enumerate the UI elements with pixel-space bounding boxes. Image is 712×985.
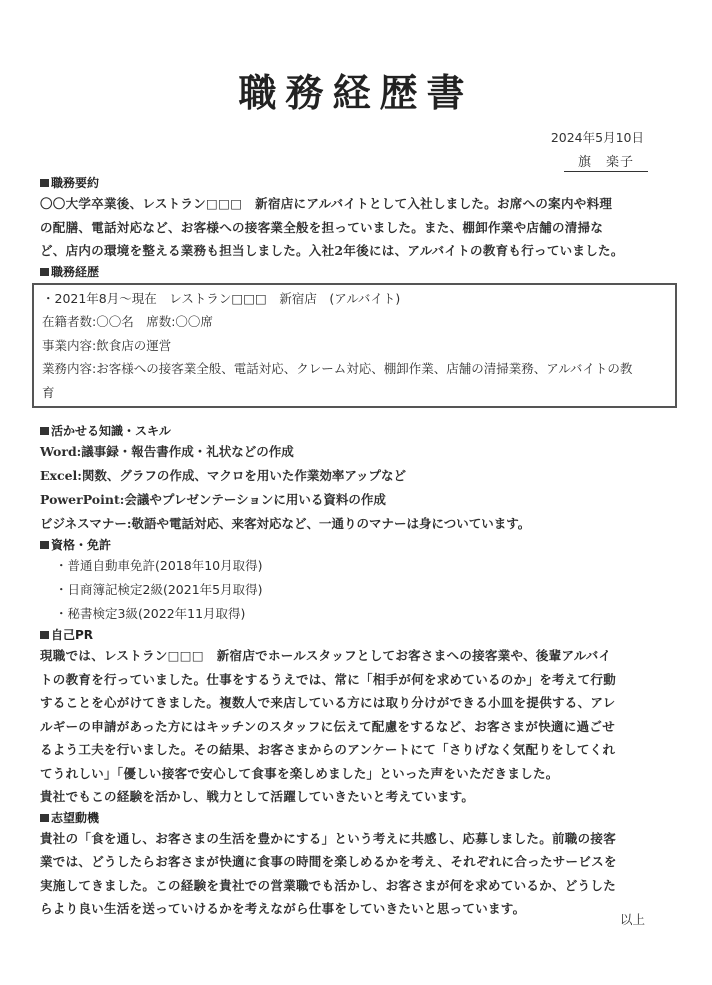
skill-item: ビジネスマナー:敬語や電話対応、来客対応など、一通りのマナーは身についています。 (40, 516, 531, 531)
qualification-item: ・秘書検定3級(2022年11月取得) (55, 606, 246, 621)
career-business: 事業内容:飲食店の運営 (42, 337, 172, 353)
document-body (40, 174, 675, 921)
square-bullet-icon (40, 631, 49, 639)
section-heading-self-pr (40, 626, 675, 644)
square-bullet-icon (40, 427, 49, 435)
skill-item: Word:議事録・報告書作成・礼状などの作成 (40, 444, 294, 459)
motivation-line: 貴社の「食を通し、お客さまの生活を豊かにする」という考えに共感し、応募しました。前職の接客 (40, 830, 617, 846)
page-title: 職務経歴書 (238, 71, 474, 115)
qualification-item: ・日商簿記検定2級(2021年5月取得) (55, 582, 263, 597)
career-history-box (32, 283, 677, 409)
self-pr-line: ルギーの申請があった方にはキッチンのスタッフに伝えて配慮をするなど、お客さまが快適に過ごせ (40, 718, 616, 734)
section-heading-text: 職務要約 (51, 176, 100, 190)
section-heading-summary (40, 174, 675, 192)
self-pr-line: することを心がけてきました。複数人で来店している方には取り分けができる小皿を提供する、アレ (40, 695, 616, 710)
career-duties: 業務内容:お客様への接客業全般、電話対応、クレーム対応、棚卸作業、店舗の清掃業務、アルバイトの教 (42, 361, 633, 376)
skill-item: Excel:関数、グラフの作成、マクロを用いた作業効率アップなど (40, 468, 407, 483)
square-bullet-icon (40, 268, 49, 276)
motivation-line: 実施してきました。この経験を貴社での営業職でも活かし、お客さまが何を求めているか、どうした (40, 877, 617, 893)
career-period: ・2021年8月～現在 レストラン□□□ 新宿店 (アルバイト) (42, 290, 401, 306)
section-heading-qualifications (40, 536, 675, 554)
closing-mark: 以上 (619, 912, 645, 927)
section-heading-text: 資格・免許 (51, 538, 112, 552)
section-heading-career (40, 263, 675, 281)
section-heading-motivation (40, 809, 675, 827)
skill-item: PowerPoint:会議やプレゼンテーションに用いる資料の作成 (40, 492, 386, 507)
self-pr-paragraph (40, 644, 675, 809)
career-duties: 育 (42, 384, 55, 400)
summary-line: 〇〇大学卒業後、レストラン□□□ 新宿店にアルバイトとして入社しました。お席への案内や料理 (40, 196, 613, 211)
document-date: 2024年5月10日 (550, 130, 644, 145)
motivation-line: 業では、どうしたらお客さまが快適に食事の時間を楽しめるかを考え、それぞれに合ったサービスを (40, 854, 617, 869)
summary-line: の配膳、電話対応など、お客様への接客業全般を担っていました。また、棚卸作業や店舗の清掃な (40, 219, 604, 235)
self-pr-line: 貴社でもこの経験を活かし、戦力として活躍していきたいと考えています。 (40, 789, 475, 804)
self-pr-line: てうれしい」「優しい接客で安心して食事を楽しめました」といった声をいただきました。 (40, 765, 559, 781)
skills-list (40, 440, 675, 536)
section-heading-skills (40, 422, 675, 440)
self-pr-line: トの教育を行っていました。仕事をするうえでは、常に「相手が何を求めているのか」を考えて行動 (40, 671, 617, 687)
qualification-item: ・普通自動車免許(2018年10月取得) (55, 558, 263, 573)
section-heading-text: 職務経歴 (51, 264, 100, 279)
section-heading-text: 自己PR (51, 628, 94, 642)
section-heading-text: 活かせる知識・スキル (51, 424, 171, 438)
motivation-paragraph (40, 827, 675, 921)
square-bullet-icon (40, 179, 49, 187)
square-bullet-icon (40, 541, 49, 549)
self-pr-line: 現職では、レストラン□□□ 新宿店でホールスタッフとしてお客さまへの接客業や、後輩アルバイ (40, 648, 612, 663)
qualifications-list (40, 554, 675, 626)
career-staff-count: 在籍者数:〇〇名 席数:〇〇席 (42, 314, 213, 329)
applicant-name: 旗 楽子 (564, 151, 648, 172)
section-heading-text: 志望動機 (51, 810, 100, 825)
self-pr-line: るよう工夫を行いました。その結果、お客さまからのアンケートにて「さりげなく気配りをしてくれ (40, 742, 616, 757)
motivation-line: らより良い生活を送っていけるかを考えながら仕事をしていきたいと思っています。 (40, 901, 526, 916)
summary-line: ど、店内の環境を整える業務も担当しました。入社2年後には、アルバイトの教育も行っていました。 (40, 243, 624, 258)
square-bullet-icon (40, 814, 49, 822)
summary-paragraph (40, 192, 675, 263)
